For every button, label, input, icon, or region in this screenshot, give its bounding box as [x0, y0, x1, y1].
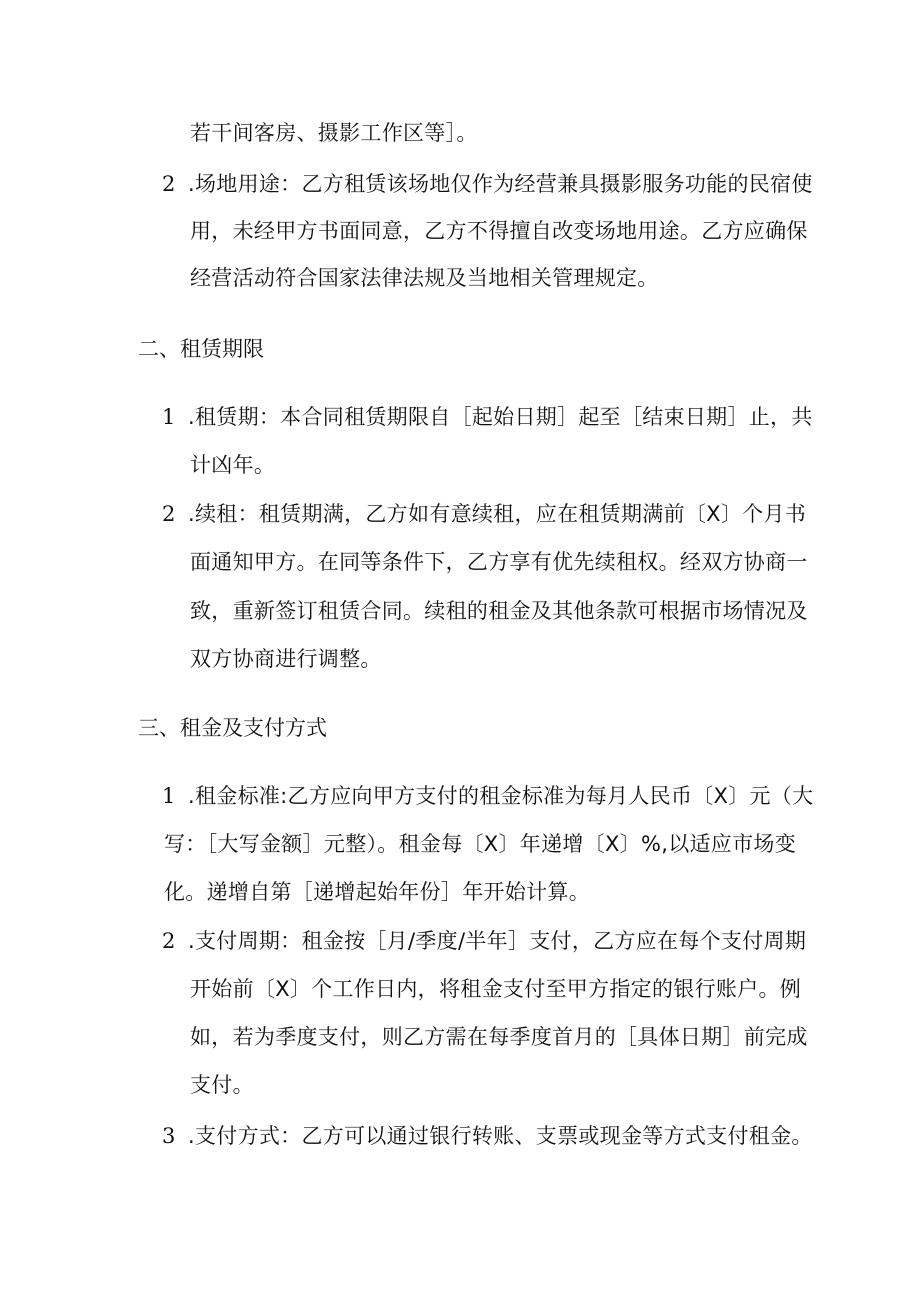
item-number: 1	[162, 784, 176, 808]
item-number: 2	[162, 502, 176, 526]
item-number: 3	[162, 1124, 176, 1148]
paragraph-line: .场地用途：乙方租赁该场地仅作为经营兼具摄影服务功能的民宿使	[188, 172, 813, 196]
paragraph-line: .租金标准:乙方应向甲方支付的租金标准为每月人民币〔X〕元（大	[188, 784, 814, 808]
paragraph-line: 化。递增自第［递增起始年份］年开始计算。	[164, 880, 590, 904]
section-heading: 三、租金及支付方式	[138, 716, 327, 740]
paragraph-line: 面通知甲方。在同等条件下，乙方享有优先续租权。经双方协商一	[190, 550, 808, 574]
paragraph-line: .租赁期：本合同租赁期限自［起始日期］起至［结束日期］止，共	[188, 405, 813, 429]
paragraph-line: 开始前〔X〕个工作日内，将租金支付至甲方指定的银行账户。例	[190, 977, 802, 1001]
paragraph-line: .续租：租赁期满，乙方如有意续租，应在租赁期满前〔X〕个月书	[188, 502, 807, 526]
section-heading: 二、租赁期限	[138, 337, 264, 361]
item-number: 2	[162, 172, 176, 196]
paragraph-line: 致，重新签订租赁合同。续租的租金及其他条款可根据市场情况及	[190, 599, 808, 623]
paragraph-line: 计凶年。	[190, 453, 276, 477]
paragraph-line: 写：［大写金额］元整）。租金每〔X〕年递增〔X〕%,以适应市场变	[164, 832, 796, 856]
item-number: 1	[162, 405, 176, 429]
paragraph-line: 若干间客房、摄影工作区等］。	[190, 121, 478, 145]
paragraph-line: 支付。	[190, 1073, 254, 1097]
paragraph-line: 如，若为季度支付，则乙方需在每季度首月的［具体日期］前完成	[190, 1025, 808, 1049]
paragraph-line: .支付方式：乙方可以通过银行转账、支票或现金等方式支付租金。	[188, 1124, 813, 1148]
paragraph-line: 双方协商进行调整。	[190, 647, 382, 671]
item-number: 2	[162, 929, 176, 953]
paragraph-line: .支付周期：租金按［月/季度/半年］支付，乙方应在每个支付周期	[188, 929, 807, 953]
paragraph-line: 用，未经甲方书面同意，乙方不得擅自改变场地用途。乙方应确保	[190, 219, 808, 243]
paragraph-line: 经营活动符合国家法律法规及当地相关管理规定。	[190, 266, 659, 290]
